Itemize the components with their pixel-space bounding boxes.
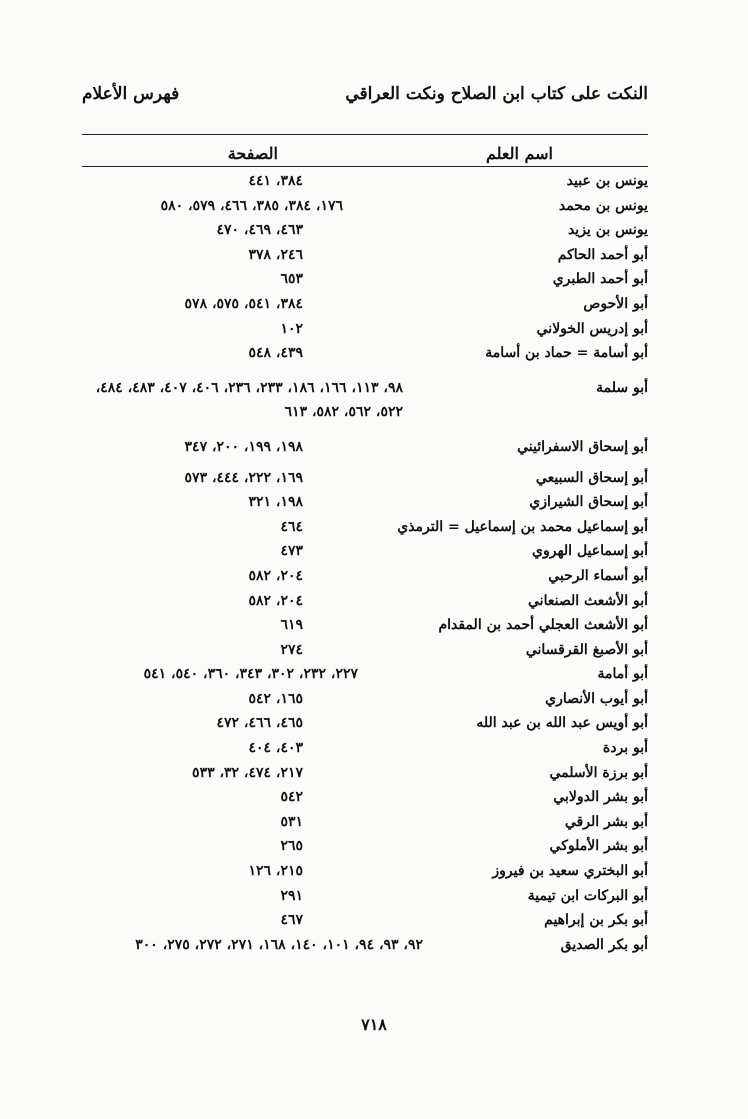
entry-name: أبو بشر الرقي <box>564 813 648 830</box>
entry-pages: ٩٢، ٩٣، ٩٤، ١٠١، ١٤٠، ١٦٨، ٢٧١، ٢٧٢، ٢٧٥، ٣٠٠ <box>135 936 423 953</box>
entry-pages: ١٠٢ <box>280 320 303 337</box>
index-entry <box>82 614 648 639</box>
entry-name: أبو بشر الدولابي <box>553 789 648 806</box>
entry-name: أبو بكر بن إبراهيم <box>544 912 648 929</box>
index-entry <box>82 293 648 318</box>
entry-pages: ٣٨٤، ٤٤١ <box>248 173 303 189</box>
index-entry <box>82 663 648 688</box>
entry-name: أبو أحمد الحاكم <box>557 246 648 263</box>
index-entry <box>82 540 648 565</box>
index-entries <box>82 170 648 958</box>
entry-pages: ٣٨٤، ٥٤١، ٥٧٥، ٥٧٨ <box>184 295 303 312</box>
index-entry <box>82 762 648 787</box>
entry-pages: ٤٦٥، ٤٦٦، ٤٧٢ <box>216 715 303 732</box>
index-entry <box>82 467 648 492</box>
entry-pages: ١٧٦، ٣٨٤، ٣٨٥، ٤٦٦، ٥٧٩، ٥٨٠ <box>160 197 343 214</box>
entry-name: أبو إسماعيل محمد بن إسماعيل = الترمذي <box>397 518 648 535</box>
index-entry <box>82 737 648 762</box>
index-entry <box>82 268 648 293</box>
entry-name: أبو أويس عبد الله بن عبد الله <box>476 715 648 732</box>
entry-name: أبو بشر الأملوكي <box>549 838 648 855</box>
entry-pages: ١٩٨، ٣٢١ <box>248 494 303 511</box>
entry-pages: ٢٠٤، ٥٨٢ <box>248 592 303 609</box>
entry-pages: ٢١٧، ٤٧٤، ٣٢، ٥٣٣ <box>192 764 303 781</box>
header-divider <box>82 134 648 135</box>
index-entry <box>82 909 648 934</box>
entry-name: أبو البختري سعيد بن فيروز <box>492 863 648 880</box>
page-column-header: الصفحة <box>227 144 278 163</box>
entry-name: يونس بن يزيد <box>567 222 648 239</box>
entry-name: يونس بن محمد <box>558 197 648 214</box>
entry-pages: ١٦٩، ٢٢٢، ٤٤٤، ٥٧٣ <box>184 469 303 486</box>
index-entry <box>82 590 648 615</box>
index-entry-continuation <box>82 401 648 426</box>
index-entry <box>82 342 648 367</box>
index-entry <box>82 885 648 910</box>
entry-name: أبو الأحوص <box>583 295 648 312</box>
column-divider <box>82 166 648 167</box>
index-entry <box>82 244 648 269</box>
entry-name: أبو الأصبغ القرقساني <box>525 641 648 658</box>
index-entry <box>82 639 648 664</box>
entry-pages: ٢٤٦، ٣٧٨ <box>248 246 303 263</box>
entry-name: أبو إدريس الخولاني <box>536 320 648 337</box>
entry-name: أبو إسماعيل الهروي <box>532 543 648 560</box>
entry-name: أبو سلمة <box>596 379 648 396</box>
entry-name: أبو البركات ابن تيمية <box>527 887 648 904</box>
index-entry <box>82 934 648 959</box>
index-entry <box>82 688 648 713</box>
entry-name: أبو أسماء الرحبي <box>548 567 648 584</box>
entry-pages: ١٦٥، ٥٤٢ <box>248 690 303 707</box>
entry-name: أبو أسامة = حماد بن أسامة <box>485 345 648 362</box>
entry-name: أبو أيوب الأنصاري <box>545 690 648 707</box>
entry-pages: ٢٠٤، ٥٨٢ <box>248 567 303 584</box>
entry-pages: ٤٦٣، ٤٦٩، ٤٧٠ <box>216 222 303 239</box>
entry-pages: ٢١٥، ١٢٦ <box>248 863 303 880</box>
entry-name: أبو أحمد الطبري <box>552 271 648 288</box>
entry-name: أبو الأشعث العجلي أحمد بن المقدام <box>438 617 648 634</box>
entry-name: يونس بن عبيد <box>566 173 648 189</box>
entry-pages: ٦١٩ <box>280 617 303 634</box>
entry-name: أبو برزة الأسلمي <box>549 764 648 781</box>
entry-name: أبو إسحاق الاسفرائيني <box>517 438 648 455</box>
entry-pages: ١٩٨، ١٩٩، ٢٠٠، ٣٤٧ <box>184 438 303 455</box>
name-column-header: اسم العلم <box>485 144 553 163</box>
book-title: النكت على كتاب ابن الصلاح ونكت العراقي <box>345 84 648 104</box>
entry-pages: ٤٠٣، ٤٠٤ <box>248 740 303 757</box>
index-entry <box>82 712 648 737</box>
index-entry <box>82 565 648 590</box>
entry-name: أبو بردة <box>602 740 648 757</box>
entry-pages: ٦٥٣ <box>280 271 303 288</box>
entry-pages: ٤٦٤ <box>280 518 303 535</box>
index-entry <box>82 786 648 811</box>
index-entry <box>82 811 648 836</box>
page-number: ٧١٨ <box>361 1015 387 1034</box>
index-entry <box>82 835 648 860</box>
column-headers <box>82 140 648 166</box>
index-entry <box>82 219 648 244</box>
index-entry <box>82 318 648 343</box>
index-entry <box>82 377 648 402</box>
index-entry <box>82 436 648 461</box>
index-entry <box>82 491 648 516</box>
entry-pages: ٤٦٧ <box>280 912 303 929</box>
entry-name: أبو أمامة <box>597 666 648 683</box>
entry-pages-continued: ٥٢٢، ٥٦٢، ٥٨٢، ٦١٣ <box>284 404 403 421</box>
entry-name: أبو إسحاق الشيرازي <box>529 494 648 511</box>
entry-pages: ٤٣٩، ٥٤٨ <box>248 345 303 362</box>
entry-name: أبو الأشعث الصنعاني <box>528 592 648 609</box>
entry-pages: ٢٩١ <box>280 887 303 904</box>
entry-name: أبو بكر الصديق <box>560 936 648 953</box>
index-entry <box>82 860 648 885</box>
entry-pages: ٥٣١ <box>280 813 303 830</box>
entry-pages: ٢٧٤ <box>280 641 303 658</box>
index-entry <box>82 170 648 195</box>
entry-name: أبو إسحاق السبيعي <box>535 469 648 486</box>
running-header <box>82 78 648 110</box>
index-entry <box>82 516 648 541</box>
index-entry <box>82 195 648 220</box>
entry-pages: ٥٤٢ <box>280 789 303 806</box>
entry-pages: ٤٧٣ <box>280 543 303 560</box>
entry-pages: ٩٨، ١١٣، ١٦٦، ١٨٦، ٢٣٣، ٢٣٦، ٤٠٦، ٤٠٧، ٤٨٣، ٤٨٤، <box>95 379 403 396</box>
entry-pages: ٢٢٧، ٢٣٢، ٣٠٢، ٣٤٣، ٣٦٠، ٥٤٠، ٥٤١ <box>143 666 358 683</box>
entry-pages: ٢٦٥ <box>280 838 303 855</box>
section-title: فهرس الأعلام <box>82 84 180 104</box>
